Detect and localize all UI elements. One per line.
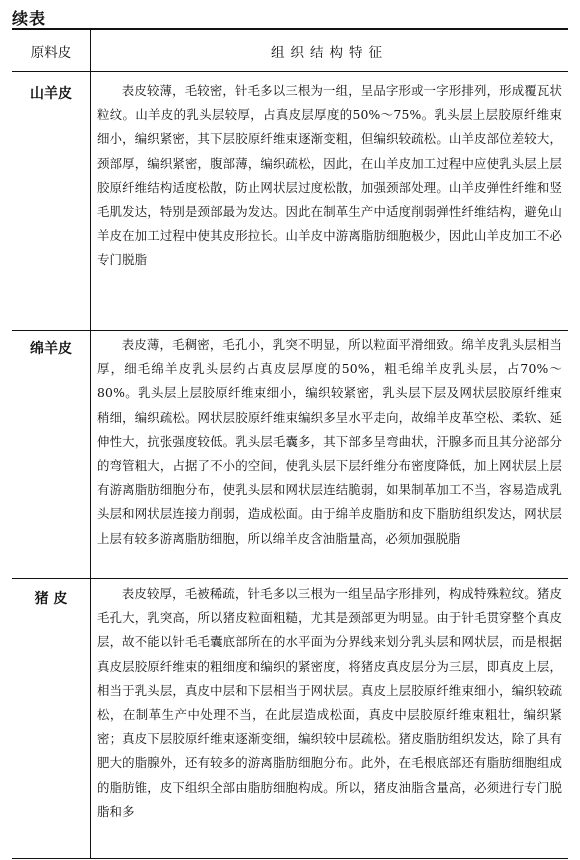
row-rule	[12, 578, 568, 579]
row-label-sheepskin: 绵羊皮	[30, 341, 72, 357]
row-label-pigskin: 猪 皮	[34, 591, 68, 607]
row-rule	[12, 330, 568, 331]
row-text-sheepskin: 表皮薄，毛稠密，毛孔小，乳突不明显，所以粒面平滑细致。绵羊皮乳头层相当厚，细毛绵羊皮乳头层约占真皮层厚度的50%，粗毛绵羊皮乳头层，占70%～80%。乳头层上层胶原纤维束细小，编织较紧密，乳头层下层及网状层胶原纤维束稍细，编织疏松。网状层胶原纤维束编织多呈水平走向，故绵羊皮革空松、柔软、延伸性大，抗张强度较低。乳头层毛囊多，其下部多呈弯曲状，汗腺多而且其分泌部分的弯管粗大，占据了不小的空间，使乳头层下层纤维分布密度降低，加上网状层上层有游离脂肪细胞分布，使乳头层和网状层连结脆弱，如果制革加工不当，容易造成乳头层和网状层连接力削弱，造成松面。由于绵羊皮脂肪和皮下脂肪组织发达，网状层上层有较多游离脂肪细胞，所以绵羊皮含油脂量高，必须加强脱脂	[97, 337, 562, 546]
header-raw-skin: 原料皮	[30, 44, 72, 61]
header-rule	[12, 71, 568, 72]
row-label-goatskin: 山羊皮	[30, 86, 72, 102]
continued-label: 续表	[12, 9, 47, 28]
table-bottom-rule	[12, 858, 568, 859]
header-structure-features: 组织结构特征	[271, 44, 388, 61]
row-text-goatskin: 表皮较薄，毛较密，针毛多以三根为一组，呈品字形或一字形排列，形成覆瓦状粒纹。山羊皮的乳头层较厚，占真皮层厚度的50%～75%。乳头层上层胶原纤维束细小，编织紧密，其下层胶原纤维束逐渐变粗，但编织较疏松。山羊皮部位差较大，颈部厚，编织紧密，腹部薄，编织疏松，因此，在山羊皮加工过程中应使乳头层上层胶原纤维结构适度松散，防止网状层过度松散，加强颈部处理。山羊皮弹性纤维和竖毛肌发达，特别是颈部最为发达。因此在制革生产中适度削弱弹性纤维结构，避免山羊皮在加工过程中使其皮形拉长。山羊皮中游离脂肪细胞极少，因此山羊皮加工不必专门脱脂	[97, 83, 562, 268]
row-text-pigskin: 表皮较厚，毛被稀疏，针毛多以三根为一组呈品字形排列，构成特殊粒纹。猪皮毛孔大，乳突高，所以猪皮粒面粗糙，尤其是颈部更为明显。由于针毛贯穿整个真皮层，故不能以针毛毛囊底部所在的水平面为分界线来划分乳头层和网状层，而是根据真皮层胶原纤维束的粗细度和编织的紧密度，将猪皮真皮层分为三层，即真皮上层，相当于乳头层，真皮中层和下层相当于网状层。真皮上层胶原纤维束细小，编织较疏松，在制革生产中处理不当，在此层造成松面，真皮中层胶原纤维束粗壮，编织紧密；真皮下层胶原纤维束逐渐变细，编织较中层疏松。猪皮脂肪组织发达，除了具有肥大的脂腺外，还有较多的游离脂肪细胞分布。此外，在毛根底部还有脂肪细胞组成的脂肪锥，皮下组织全部由脂肪细胞构成。所以，猪皮油脂含量高，必须进行专门脱脂和多	[97, 586, 562, 819]
column-divider	[90, 30, 91, 858]
